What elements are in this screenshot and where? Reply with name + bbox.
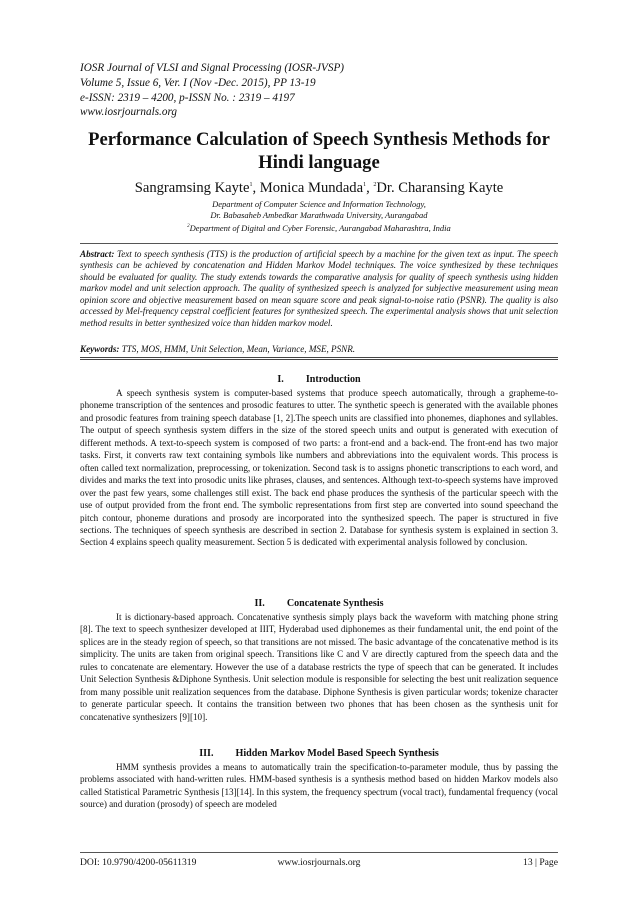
keywords: [80, 344, 558, 355]
author-affiliation-mark: 2: [373, 182, 377, 189]
footer-website: www.iosrjournals.org: [277, 857, 361, 868]
keywords-bottom-rule: [80, 357, 558, 360]
section-number: II.: [254, 598, 265, 609]
keywords-text: TTS, MOS, HMM, Unit Selection, Mean, Variance, MSE, PSNR.: [121, 344, 356, 354]
journal-header: [80, 61, 344, 120]
concatenate-synthesis-paragraph: It is dictionary-based approach. Concatenative synthesis simply plays back the waveform with matching phone string [8]. The text to speech synthesizer developed at IIIT, Hyderabad used diphonemes as their fundamental unit, the end point of the splices are in the steady region of speech, so that transitions are not missed. The basic advantage of the concatenative method is its simplicity. The units are taken from original speech. Transitions like C and V are directly captured from the speech data and the rules to concatenate are elementary. However the use of a database restricts the type of speech that can be generated. It includes Unit Selection Synthesis &Diphone Synthesis. Unit selection module is responsible for selecting the best unit realization sequence from many possible unit realization sequences from the database. Diphone Synthesis is given particular words; tokenize character to generate particular speech. It contains the transition between two phones that has been chosen as the synthesis unit for concatenative synthesizers [9][10].: [80, 612, 558, 722]
paper-title: Performance Calculation of Speech Synthesis Methods for Hindi language: [88, 129, 550, 173]
keywords-label: Keywords:: [80, 344, 120, 354]
author-separator: ,: [366, 180, 374, 196]
journal-name: IOSR Journal of VLSI and Signal Processing (IOSR-JVSP): [80, 62, 344, 74]
journal-website: www.iosrjournals.org: [80, 106, 177, 119]
section-title: Introduction: [305, 374, 361, 385]
affiliation-department-2: [80, 221, 558, 234]
abstract-text: Text to speech synthesis (TTS) is the production of artificial speech by a machine for the given text as input. The speech synthesis can be achieved by concatenation and Hidden Markov Model techniques. The voice synthesized by these techniques should be evaluated for quality. The study extends towards the comparative analysis for quality of speech synthesis using hidden markov model and unit selection approach. The quality of synthesized speech is analyzed for subjective measurement using mean opinion score and objective measurement based on mean square score and peak signal-to-noise ratio (PSNR). The quality is also accessed by Mel-frequency cepstral coefficient features for synthesized speech. The experimental analysis shows that unit selection method results in better synthesized voice than hidden markov model.: [80, 249, 558, 328]
footer-page-number: 13 | Page: [523, 857, 558, 868]
abstract-top-rule: [80, 243, 558, 244]
footer-doi: DOI: 10.9790/4200-05611319: [80, 857, 197, 868]
author-affiliation-mark: 1: [249, 182, 253, 189]
footer-rule: [80, 852, 558, 853]
introduction-paragraph: A speech synthesis system is computer-based systems that produce speech automatically, through a grapheme-to-phoneme transcription of the sentences and prosodic features to utter. The synthetic speech is generated with the available phones and prosodic features from training speech database [1, 2].The speech units are classified into phonemes, diaphones and syllables. The output of speech synthesis system differs in the size of the stored speech units and output is generated with execution of different methods. A text-to-speech system is composed of two parts: a front-end and a back-end. The front-end has two major tasks. First, it converts raw text containing symbols like numbers and abbreviations into the equivalent words. This process is often called text normalization, preprocessing, or tokenization. Second task is to assigns phonetic transcriptions to each word, and divides and marks the text into prosodic units like phrases, clauses, and sentences. Although text-to-speech systems have improved over the past few years, some challenges still exist. The back end phase produces the synthesis of the particular speech with the use of output provided from the front end. The symbolic representations from first step are converted into sound speechand the pitch contour, phoneme durations and prosody are incorporated into the synthesized speech. The paper is structured in five sections. The techniques of speech synthesis are described in section 2. Database for synthesis system is explained in section 3. Section 4 explains speech quality measurement. Section 5 is dedicated with experimental analysis followed by conclusion.: [80, 388, 558, 548]
author-name: Sangramsing Kayte: [134, 180, 250, 196]
author-name: Dr. Charansing Kayte: [376, 180, 504, 196]
author-list: [80, 180, 558, 197]
affiliations: [80, 199, 558, 234]
author-name: , Monica Mundada: [252, 180, 364, 196]
affiliation-department-2-text: Department of Digital and Cyber Forensic, Aurangabad Maharashtra, India: [189, 223, 451, 234]
affiliation-university: Dr. Babasaheb Ambedkar Marathwada University, Aurangabad: [210, 210, 428, 221]
section-number: I.: [277, 374, 284, 385]
section-heading-introduction: [80, 374, 558, 385]
abstract: [80, 249, 558, 329]
section-title: Hidden Markov Model Based Speech Synthesis: [235, 748, 439, 759]
hmm-synthesis-paragraph: HMM synthesis provides a means to automatically train the specification-to-parameter module, thus by passing the problems associated with hand-written rules. HMM-based synthesis is a synthesis method based on hidden Markov models also called Statistical Parametric Synthesis [13][14]. In this system, the frequency spectrum (vocal tract), fundamental frequency (vocal source) and duration (prosody) of speech are modeled: [80, 762, 558, 810]
section-title: Concatenate Synthesis: [286, 598, 384, 609]
author-affiliation-mark: 1: [363, 182, 367, 189]
section-heading-hmm-synthesis: [80, 748, 558, 759]
affiliation-department: Department of Computer Science and Information Technology,: [212, 199, 426, 209]
affiliation-mark: 2: [187, 224, 190, 230]
journal-volume: Volume 5, Issue 6, Ver. I (Nov -Dec. 2015), PP 13-19: [80, 76, 316, 89]
section-heading-concatenate-synthesis: [80, 598, 558, 609]
journal-issn: e-ISSN: 2319 – 4200, p-ISSN No. : 2319 – 4197: [80, 91, 295, 104]
section-number: III.: [199, 748, 214, 759]
abstract-label: Abstract:: [80, 249, 115, 259]
